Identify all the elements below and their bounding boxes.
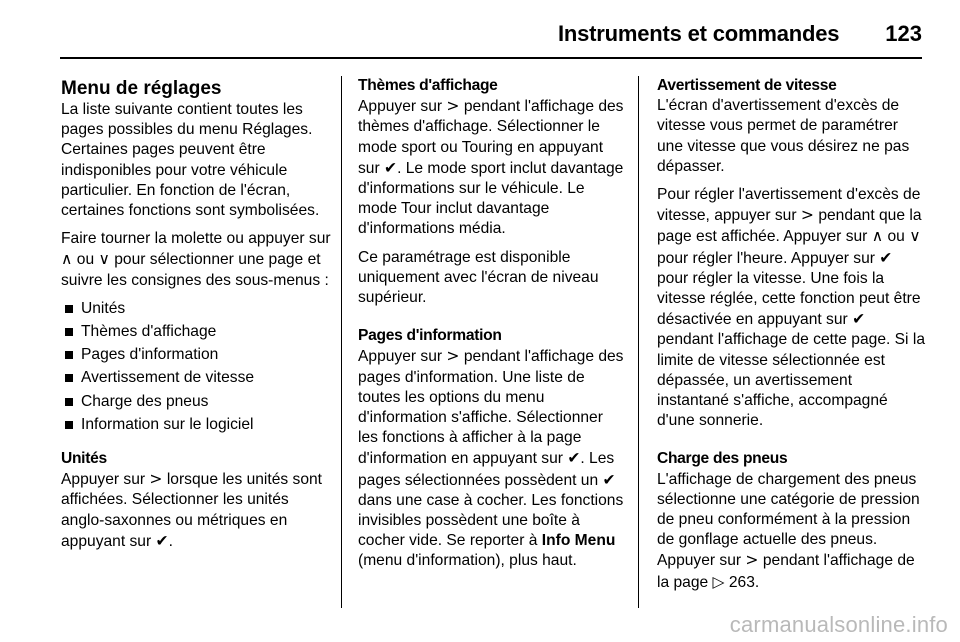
chevron-right-icon: > — [446, 97, 460, 116]
units-paragraph: Appuyer sur > lorsque les unités sont affichées. Sélectionner les unités anglo-saxonnes ou métriques en appuyant sur ✔. — [61, 470, 323, 550]
info-pages-paragraph: Appuyer sur > pendant l'affichage des pages d'information. Une liste de toutes les options du menu d'information s'affiche. Sélectionner les fonctions à afficher à la page d'information en appuyant sur ✔. Les pages sélectionnées possèdent un ✔ dans une case à cocher. Les fonctions invisibles possèdent une boîte à cocher vide. Se reporter à Info Menu (menu d'information), plus haut. — [358, 347, 624, 570]
chevron-down-icon: ∨ — [98, 250, 110, 269]
column-divider-2 — [638, 76, 639, 608]
info-pages-heading: Pages d'information — [358, 327, 502, 345]
themes-heading: Thèmes d'affichage — [358, 77, 498, 94]
chevron-right-icon: > — [149, 470, 163, 489]
info-menu-reference: Info Menu — [541, 532, 616, 550]
bullet-square-icon — [65, 351, 73, 359]
bullet-square-icon — [65, 305, 73, 313]
checkmark-icon: ✔ — [384, 158, 398, 177]
submenu-list — [61, 299, 331, 435]
chevron-right-icon: > — [745, 551, 759, 570]
checkmark-icon: ✔ — [567, 449, 581, 468]
tire-load-heading: Charge des pneus — [657, 450, 788, 468]
page-number: 123 — [885, 21, 922, 46]
intro-paragraph: La liste suivante contient toutes les pages possibles du menu Réglages. Certaines pages peuvent être indisponibles pour votre véhicule particulier. En fonction de l'écran, certaines fonctions sont symbolisées. — [61, 101, 320, 220]
tire-load-paragraph: L'affichage de chargement des pneus sélectionne une catégorie de pression de pneu conformément à la pression de gonflage actuelle des pneus. Appuyer sur > pendant l'affichage de la page ▷ 263. — [657, 470, 920, 591]
bullet-square-icon — [65, 328, 73, 336]
themes-availability: Ce paramétrage est disponible uniquement avec l'écran de niveau supérieur. — [358, 248, 599, 307]
bullet-square-icon — [65, 421, 73, 429]
bullet-square-icon — [65, 398, 73, 406]
menu-heading: Menu de réglages — [61, 78, 222, 99]
header-rule — [60, 57, 922, 59]
checkmark-icon: ✔ — [602, 470, 616, 489]
page-reference-icon: ▷ — [712, 572, 725, 591]
page-header — [60, 14, 922, 54]
chevron-up-icon: ∧ — [61, 250, 73, 269]
units-heading: Unités — [61, 450, 107, 468]
column-divider-1 — [341, 76, 342, 608]
list-item: Unités — [61, 299, 331, 319]
section-title: Instruments et commandes — [558, 21, 840, 46]
themes-paragraph: Appuyer sur > pendant l'affichage des thèmes d'affichage. Sélectionner le mode sport ou Touring en appuyant sur ✔. Le mode sport inclut davantage d'informations sur le véhicule. Le mode Tour inclut davantage d'informations média. — [358, 97, 624, 238]
list-item: Avertissement de vitesse — [61, 368, 331, 388]
speed-warning-intro: L'écran d'avertissement d'excès de vitesse vous permet de paramétrer une vitesse que vous désirez ne pas dépasser. — [657, 97, 910, 175]
chevron-right-icon: > — [446, 347, 460, 366]
list-item: Information sur le logiciel — [61, 415, 331, 435]
checkmark-icon: ✔ — [852, 310, 866, 329]
checkmark-icon: ✔ — [155, 531, 169, 550]
column-2 — [358, 76, 624, 580]
speed-warning-paragraph: Pour régler l'avertissement d'excès de vitesse, appuyer sur > pendant que la page est affichée. Appuyer sur ∧ ou ∨ pour régler l'heure. Appuyer sur ✔ pour régler la vitesse. Une fois la vitesse réglée, cette fonction peut être désactivée en appuyant sur ✔ pendant l'affichage de cette page. Si la limite de vitesse sélectionnée est dépassée, un avertissement instantané s'affiche, accompagné d'une sonnerie. — [657, 186, 925, 430]
list-item: Thèmes d'affichage — [61, 322, 331, 342]
list-item: Pages d'information — [61, 345, 331, 365]
chevron-down-icon: ∨ — [909, 227, 921, 246]
speed-warning-heading: Avertissement de vitesse — [657, 77, 837, 94]
list-item: Charge des pneus — [61, 392, 331, 412]
chevron-up-icon: ∧ — [871, 227, 884, 246]
chevron-right-icon: > — [800, 206, 814, 225]
column-1 — [61, 76, 331, 560]
column-3 — [657, 76, 925, 601]
checkmark-icon: ✔ — [879, 248, 893, 267]
watermark: carmanualsonline.info — [729, 612, 948, 637]
navigation-paragraph: Faire tourner la molette ou appuyer sur ∧ ou ∨ pour sélectionner une page et suivre les consignes des sous-menus : — [61, 230, 331, 289]
bullet-square-icon — [65, 374, 73, 382]
